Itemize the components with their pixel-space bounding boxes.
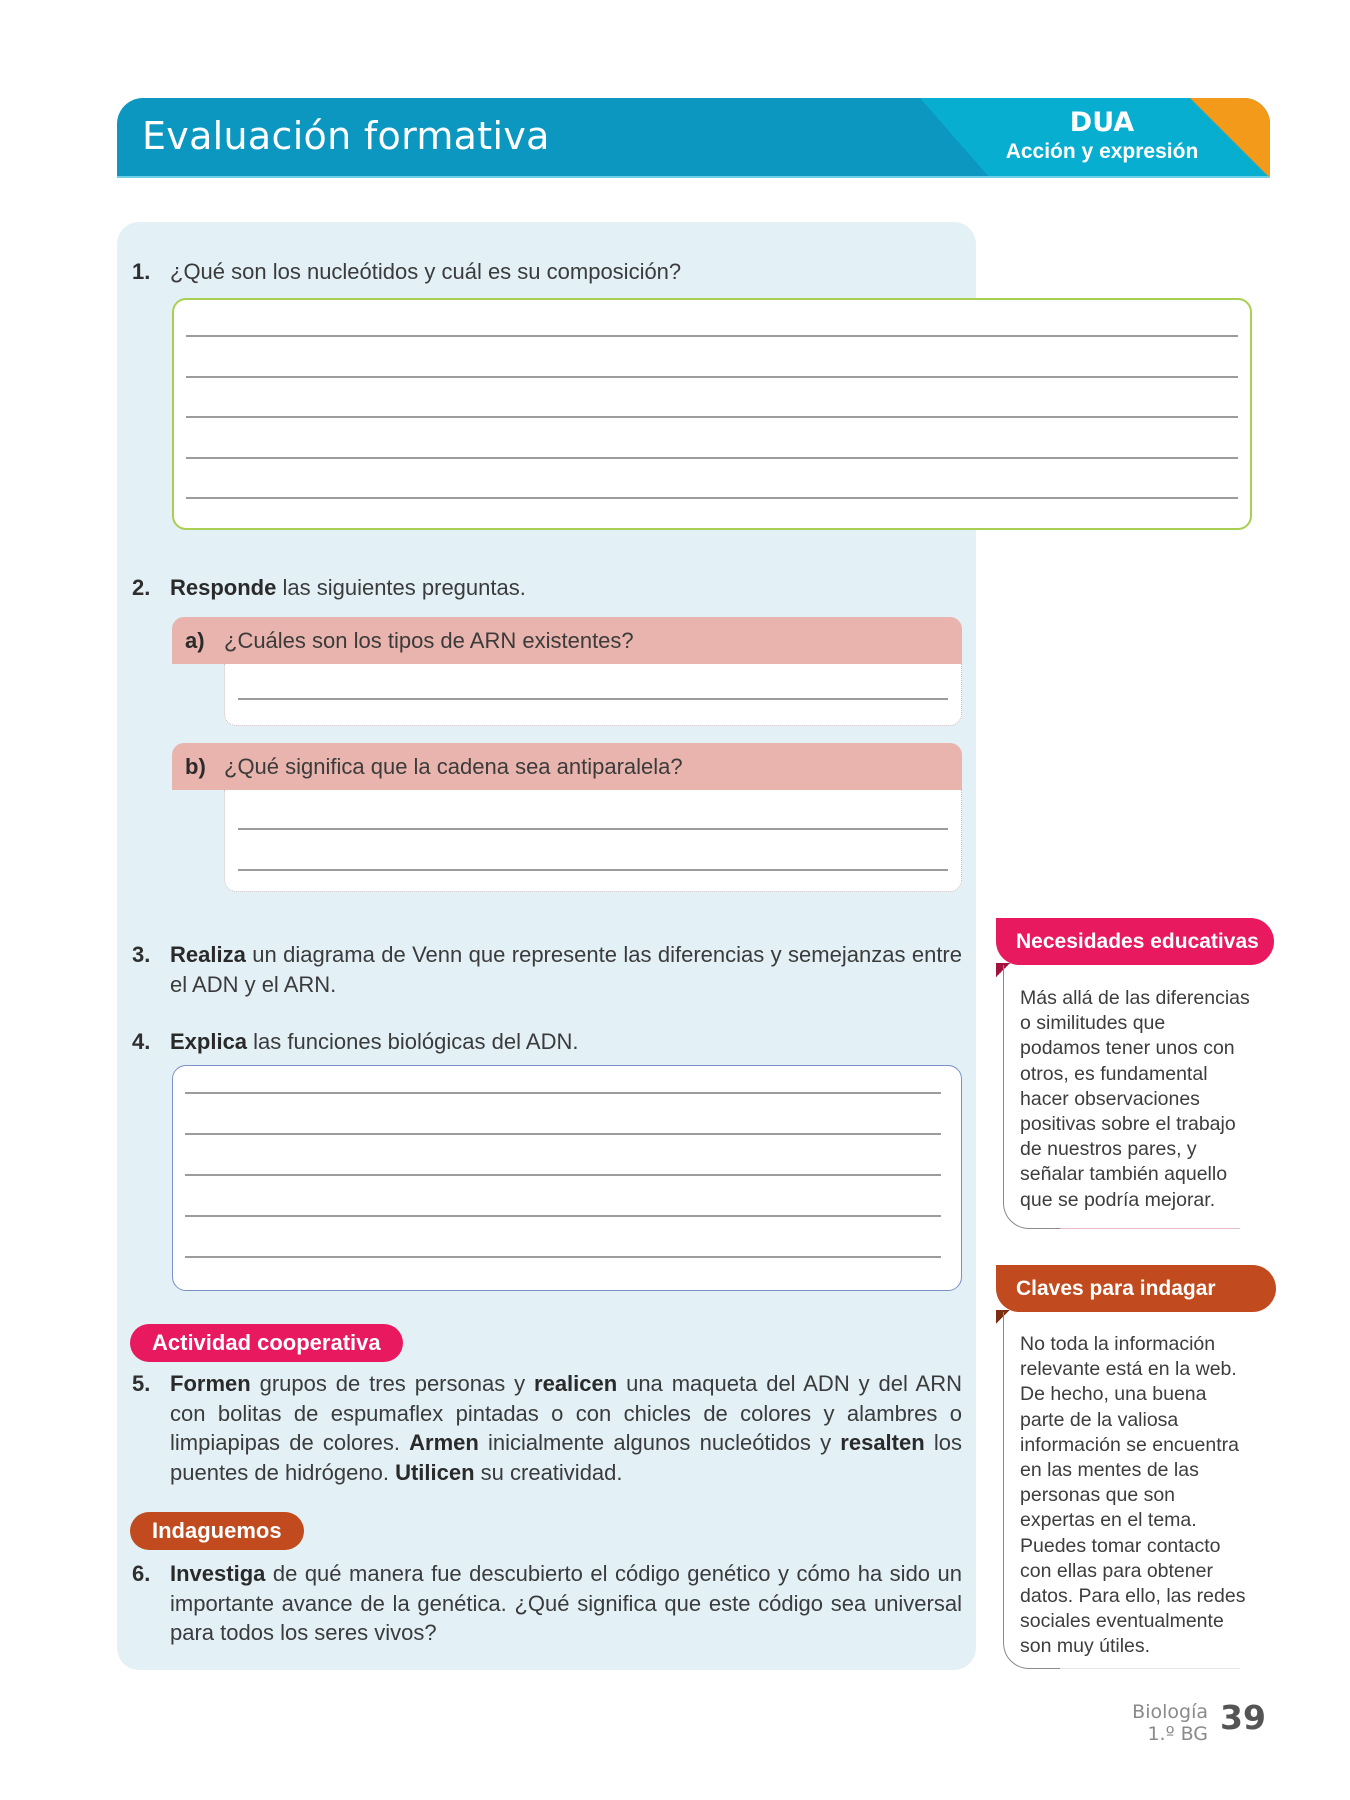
note-claves-body: No toda la información relevante está en la web. De hecho, una buena parte de la valiosa información se encuentra en las mentes de las personas que son expertas en el tema. Puedes tomar contacto con ellas para obtener datos. Para ello, las redes sociales eventualmente son muy útiles.: [1020, 1333, 1246, 1658]
answer-box-4[interactable]: [172, 1065, 962, 1291]
note-title: Necesidades educativas: [1016, 930, 1259, 953]
question-number: 3.: [132, 942, 151, 967]
badge-indaguemos: Indaguemos: [130, 1512, 304, 1550]
footer-subject: Biología 1.º BG: [1132, 1701, 1208, 1745]
answer-line: [185, 1092, 941, 1094]
note-claves-header: [996, 1265, 1276, 1312]
question-text: ¿Qué son los nucleótidos y cuál es su composición?: [170, 259, 682, 284]
answer-line: [186, 376, 1238, 378]
note-necesidades-header: [996, 918, 1274, 965]
badge-actividad-cooperativa: Actividad cooperativa: [130, 1324, 403, 1362]
note-underline: [1060, 1668, 1240, 1669]
answer-line: [186, 457, 1238, 459]
answer-line: [238, 869, 948, 871]
question-number: 1.: [132, 259, 151, 284]
answer-box-2b[interactable]: [224, 790, 962, 892]
subquestion-b: [172, 743, 962, 790]
subquestion-text: ¿Qué significa que la cadena sea antiparalela?: [224, 754, 683, 779]
answer-line: [185, 1174, 941, 1176]
subquestion-label: a): [185, 628, 205, 653]
question-number: 2.: [132, 575, 151, 600]
answer-line: [186, 497, 1238, 499]
answer-box-2a[interactable]: [224, 664, 962, 726]
answer-line: [186, 335, 1238, 337]
question-number: 6.: [132, 1561, 151, 1586]
question-verb: Responde: [170, 575, 277, 600]
answer-line: [186, 416, 1238, 418]
question-verb: Explica: [170, 1029, 248, 1054]
answer-line: [185, 1256, 941, 1258]
question-number: 5.: [132, 1371, 151, 1396]
question-verb: Realiza: [170, 942, 246, 967]
answer-line: [238, 698, 948, 700]
answer-line: [185, 1133, 941, 1135]
question-verb: Investiga: [170, 1561, 266, 1586]
subquestion-text: ¿Cuáles son los tipos de ARN existentes?: [224, 628, 634, 653]
banner-bottom-strip: [117, 176, 1270, 178]
question-text: Formen grupos de tres personas y realicen una maqueta del ADN y del ARN con bolitas de espumaflex pintadas o con chicles de colores y alambres o limpiapipas de colores. Armen inicialmente algunos nucleótidos y resalten los puentes de hidrógeno. Utilicen su creatividad.: [170, 1371, 963, 1485]
question-text: de qué manera fue descubierto el código genético y cómo ha sido un importante avance de la genética. ¿Qué significa que este código sea universal para todos los seres vivos?: [170, 1561, 962, 1645]
answer-line: [238, 828, 948, 830]
page-title: Evaluación formativa: [142, 114, 550, 158]
dua-title: DUA: [1069, 107, 1135, 138]
note-necesidades-body: Más allá de las diferencias o similitudes que podamos tener unos con otros, es fundamental hacer observaciones positivas sobre el trabajo de nuestros pares, y señalar también aquello que se podría mejorar.: [1020, 987, 1250, 1211]
answer-line: [185, 1215, 941, 1217]
dua-subtitle: Acción y expresión: [1005, 140, 1199, 163]
note-title: Claves para indagar: [1016, 1277, 1216, 1300]
answer-box-1[interactable]: [172, 298, 1252, 530]
dua-label: [972, 108, 1232, 166]
note-underline: [1060, 1228, 1240, 1229]
question-text: un diagrama de Venn que represente las diferencias y semejanzas entre el ADN y el ARN.: [170, 942, 962, 997]
question-number: 4.: [132, 1029, 151, 1054]
question-text: las siguientes preguntas.: [276, 575, 526, 600]
page-number: 39: [1220, 1698, 1266, 1737]
subquestion-label: b): [185, 754, 206, 779]
subquestion-a: [172, 617, 962, 664]
question-text: las funciones biológicas del ADN.: [247, 1029, 579, 1054]
section-header-banner: [117, 98, 1270, 178]
